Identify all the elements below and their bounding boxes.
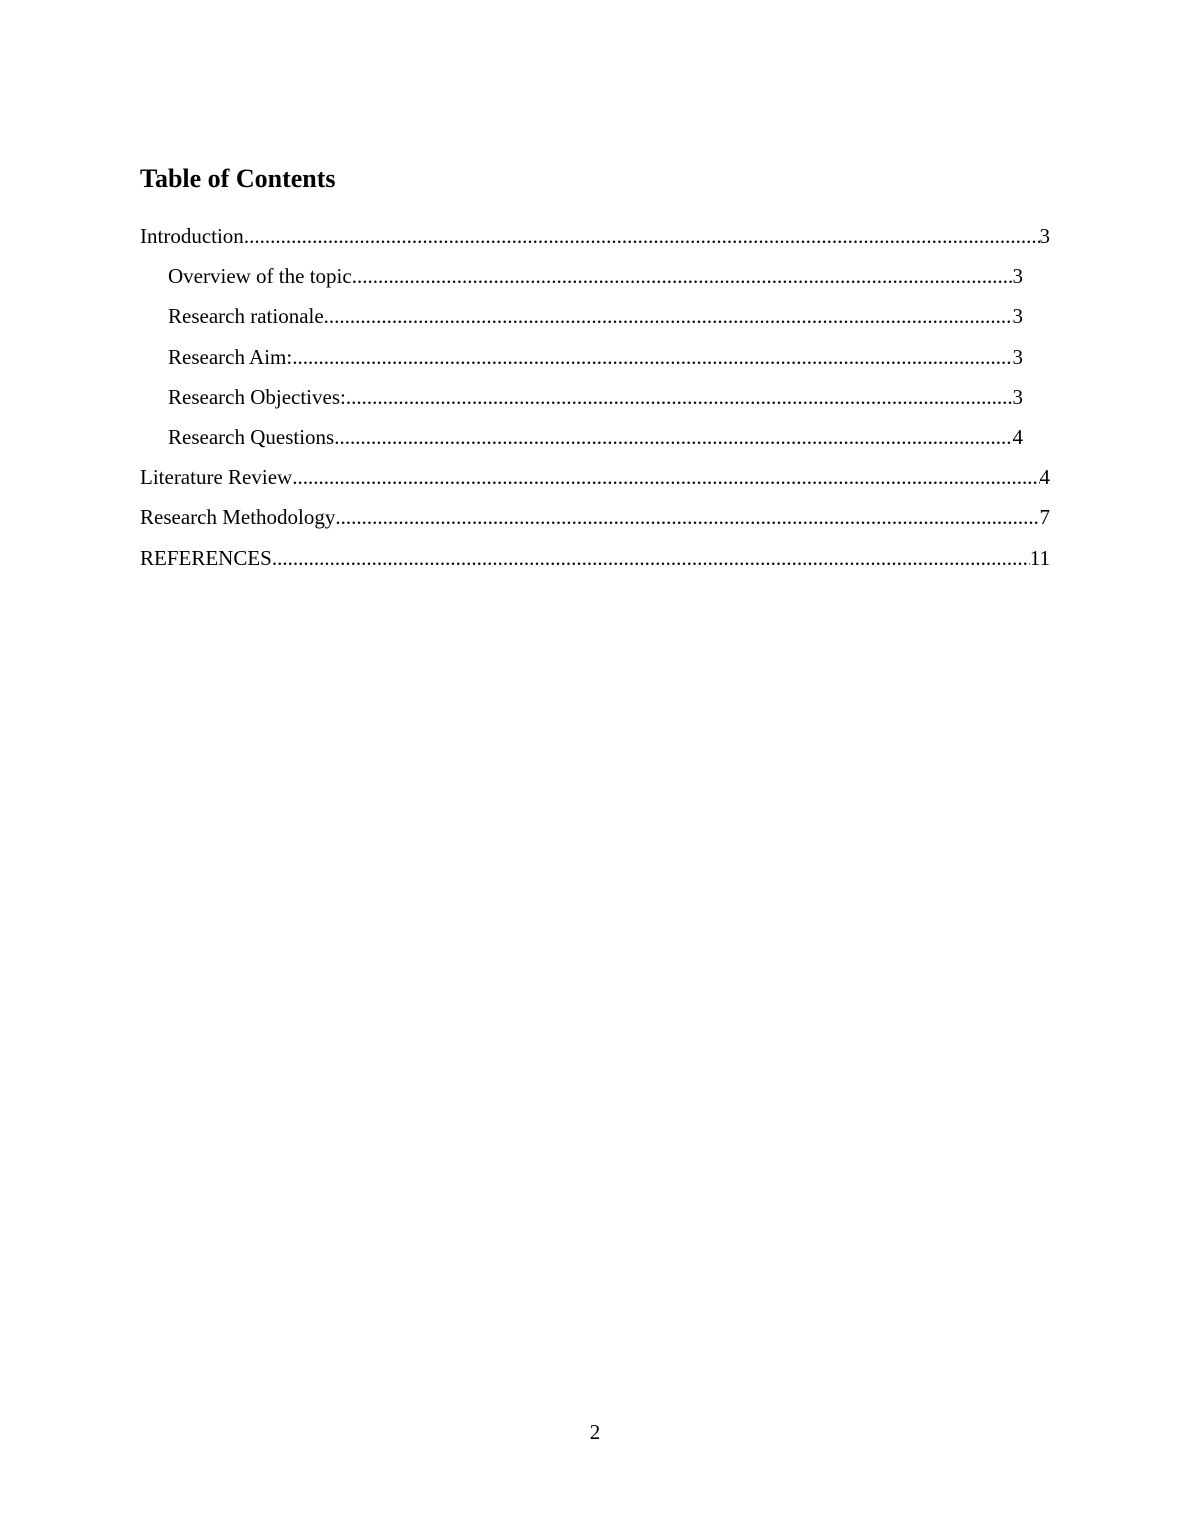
toc-title: Table of Contents: [140, 164, 336, 193]
toc-entry-research-questions: [0, 421, 1190, 461]
toc-list: [0, 220, 1190, 582]
toc-link-overview-of-the-topic[interactable]: [168, 261, 1023, 291]
toc-page-number: 3: [1012, 344, 1023, 369]
toc-entry-text: REFERENCES: [140, 545, 272, 570]
toc-dot-leader: [346, 382, 1013, 412]
toc-page-number: 4: [1039, 465, 1050, 490]
toc-dot-leader: [335, 502, 1039, 532]
toc-page-number: 3: [1039, 224, 1050, 248]
toc-link-research-questions[interactable]: [168, 422, 1023, 452]
toc-page-number: 11: [1029, 545, 1050, 570]
toc-dot-leader: [352, 261, 1013, 291]
toc-link-literature-review[interactable]: [140, 462, 1050, 492]
toc-entry-research-aim: [0, 341, 1190, 381]
toc-entry-text: Research rationale: [168, 304, 324, 329]
toc-entry-text: Research Questions: [168, 424, 335, 449]
toc-dot-leader: [244, 221, 1040, 251]
toc-link-research-aim[interactable]: [168, 342, 1023, 372]
toc-entry-text: Introduction: [140, 224, 244, 248]
toc-entry-literature-review: [0, 461, 1190, 501]
toc-page-number: 3: [1012, 264, 1023, 289]
toc-page-number: 4: [1012, 424, 1023, 449]
toc-page-number: 3: [1012, 304, 1023, 329]
toc-entry-introduction: [0, 220, 1190, 260]
toc-dot-leader: [292, 342, 1012, 372]
toc-dot-leader: [334, 422, 1012, 452]
toc-entry-text: Overview of the topic: [168, 264, 352, 289]
toc-entry-text: Literature Review: [140, 465, 293, 490]
toc-entry-research-methodology: [0, 501, 1190, 541]
toc-entry-overview-of-the-topic: [0, 260, 1190, 300]
toc-link-research-methodology[interactable]: [140, 502, 1050, 532]
toc-dot-leader: [324, 301, 1013, 331]
toc-entry-research-rationale: [0, 300, 1190, 340]
toc-page-number: 3: [1012, 384, 1023, 409]
toc-entry-text: Research Methodology: [140, 505, 336, 530]
toc-page-number: 7: [1039, 505, 1050, 530]
toc-entry-text: Research Aim:: [168, 344, 293, 369]
toc-entry-references: [0, 542, 1190, 582]
toc-entry-text: Research Objectives:: [168, 384, 346, 409]
page-number: 2: [589, 1420, 601, 1444]
toc-link-references[interactable]: [140, 543, 1050, 573]
toc-dot-leader: [272, 543, 1030, 573]
toc-link-research-objectives[interactable]: [168, 382, 1023, 412]
toc-dot-leader: [292, 462, 1039, 492]
toc-link-introduction[interactable]: [140, 221, 1050, 251]
toc-entry-research-objectives: [0, 381, 1190, 421]
toc-link-research-rationale[interactable]: [168, 301, 1023, 331]
